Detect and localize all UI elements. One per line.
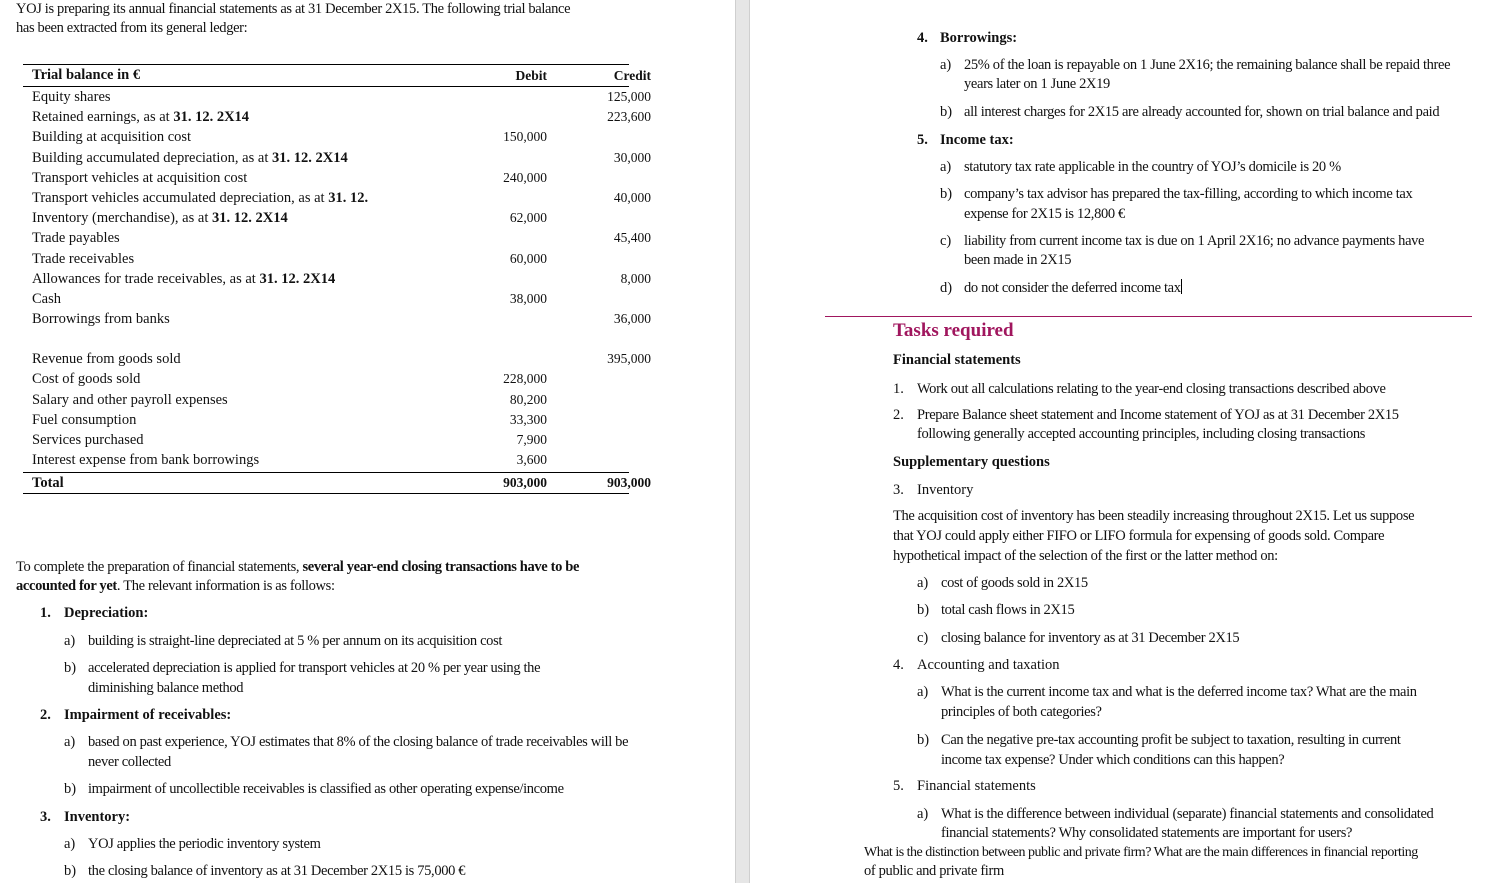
- q4a-letter: a): [917, 684, 929, 700]
- account-name-text: Borrowings from banks: [32, 311, 170, 328]
- account-name: [32, 188, 368, 208]
- account-name-text: Interest expense from bank borrowings: [32, 452, 260, 469]
- credit-value: 36,000: [613, 311, 651, 327]
- financial-statements-heading: Financial statements: [893, 352, 1021, 368]
- item-5c-letter: c): [940, 233, 952, 249]
- trial-balance-row: [23, 410, 629, 430]
- trial-balance-row: [23, 188, 651, 208]
- q5a-text-2: financial statements? Why consolidated statements are important for users?: [941, 825, 1353, 841]
- q5-number: 5.: [893, 778, 904, 794]
- item-5d-text: do not consider the deferred income tax: [964, 280, 1181, 296]
- item-5c-text-1: liability from current income tax is due on 1 April 2X16; no advance payments have: [964, 233, 1425, 249]
- task-1-number: 1.: [893, 381, 904, 397]
- q4b-letter: b): [917, 732, 930, 748]
- credit-value: 8,000: [620, 270, 651, 286]
- q4-title: Accounting and taxation: [917, 657, 1060, 673]
- q5a-text-1: What is the difference between individual (separate) financial statements and consolidated: [941, 806, 1434, 822]
- q3a-text: cost of goods sold in 2X15: [941, 575, 1088, 591]
- q3c-text: closing balance for inventory as at 31 December 2X15: [941, 630, 1240, 646]
- item-2a-text-2: never collected: [88, 754, 171, 770]
- account-name-text: Fuel consumption: [32, 411, 137, 428]
- q5-trailing-1: What is the distinction between public and private firm? What are the main differences in financial reporting: [864, 845, 1418, 860]
- task-2-text-1: Prepare Balance sheet statement and Income statement of YOJ as at 31 December 2X15: [917, 407, 1399, 423]
- q5-trailing-2: of public and private firm: [864, 863, 1004, 879]
- item-5d-letter: d): [940, 280, 953, 296]
- debit-value: 62,000: [509, 210, 547, 226]
- item-5a-text: statutory tax rate applicable in the country of YOJ’s domicile is 20 %: [964, 159, 1341, 175]
- account-name-text: Inventory (merchandise), as at: [32, 210, 212, 227]
- item-2a-letter: a): [64, 734, 76, 750]
- account-name-text: Building accumulated depreciation, as at: [32, 149, 272, 166]
- account-name: [32, 430, 144, 450]
- q3b-text: total cash flows in 2X15: [941, 602, 1075, 618]
- item-4-number: 4.: [917, 30, 928, 46]
- item-3b-letter: b): [64, 863, 77, 879]
- item-1-number: 1.: [40, 605, 51, 621]
- account-name: [32, 228, 120, 248]
- trial-balance-row: [23, 390, 629, 410]
- item-5a-letter: a): [940, 159, 952, 175]
- trial-balance-rows-income: [23, 349, 651, 470]
- credit-value: 395,000: [607, 351, 651, 367]
- account-date: 31. 12. 2X14: [211, 210, 288, 227]
- account-name: [32, 289, 61, 309]
- item-5b-text-1: company’s tax advisor has prepared the tax-filling, according to which income tax: [964, 186, 1413, 202]
- credit-value: 125,000: [607, 89, 651, 104]
- q3-title: Inventory: [917, 482, 974, 498]
- item-4a-text-2: years later on 1 June 2X19: [964, 76, 1110, 92]
- text-cursor: [1181, 279, 1182, 294]
- account-name: [32, 369, 140, 389]
- header-label: Trial balance in €: [32, 67, 141, 83]
- debit-value: 38,000: [509, 290, 547, 306]
- closing-intro-bold: several year-end closing transactions have to be: [302, 559, 580, 575]
- item-5-title: Income tax:: [940, 132, 1014, 148]
- section-divider: [825, 316, 1472, 317]
- item-1b-text-2: diminishing balance method: [88, 680, 244, 696]
- account-name: [32, 349, 181, 369]
- account-name-text: Services purchased: [32, 432, 144, 448]
- account-name: [32, 168, 247, 188]
- item-4b-text: all interest charges for 2X15 are already accounted for, shown on trial balance and paid: [964, 104, 1440, 120]
- trial-balance-row: [23, 208, 629, 228]
- trial-balance-row: [23, 269, 651, 289]
- trial-balance-row: [23, 369, 629, 389]
- credit-value: 30,000: [613, 149, 651, 165]
- credit-value: 40,000: [613, 189, 651, 205]
- item-2-title: Impairment of receivables:: [64, 707, 232, 723]
- q3-number: 3.: [893, 482, 904, 498]
- trial-balance-row: [23, 107, 651, 127]
- item-3a-text: YOJ applies the periodic inventory system: [88, 836, 321, 852]
- q4-number: 4.: [893, 657, 904, 673]
- trial-balance-header: [23, 64, 651, 87]
- item-5-number: 5.: [917, 132, 928, 148]
- closing-intro-bold-2: accounted for yet: [16, 578, 117, 594]
- item-4a-text-1: 25% of the loan is repayable on 1 June 2X16; the remaining balance shall be repaid three: [964, 57, 1451, 73]
- total-debit: 903,000: [503, 475, 547, 491]
- document-page-right: [750, 0, 1509, 883]
- supplementary-questions-heading: Supplementary questions: [893, 454, 1050, 470]
- account-name: [32, 249, 134, 269]
- debit-value: 33,300: [509, 411, 547, 427]
- q4b-text-2: income tax expense? Under which conditions can this happen?: [941, 752, 1285, 768]
- item-5d-line: [964, 279, 1182, 298]
- account-name-text: Revenue from goods sold: [32, 351, 181, 368]
- trial-balance-table: [23, 64, 651, 494]
- debit-value: 3,600: [516, 452, 547, 468]
- q3-para-1: The acquisition cost of inventory has been steadily increasing throughout 2X15. Let us suppose: [893, 508, 1415, 524]
- account-date: 31. 12. 2X14: [271, 149, 348, 166]
- q5-title: Financial statements: [917, 778, 1036, 794]
- account-date: 31. 12.: [328, 189, 369, 206]
- account-name: [32, 390, 228, 410]
- item-2-number: 2.: [40, 707, 51, 723]
- document-page-left: [0, 0, 735, 883]
- trial-balance-row: [23, 87, 651, 107]
- account-name-text: Trade receivables: [32, 250, 135, 267]
- tasks-required-heading: Tasks required: [893, 320, 1014, 341]
- account-name-text: Transport vehicles accumulated depreciation, as at: [32, 189, 329, 206]
- total-credit: 903,000: [607, 475, 651, 491]
- item-1-title: Depreciation:: [64, 605, 149, 621]
- item-4-title: Borrowings:: [940, 30, 1018, 46]
- trial-balance-row: [23, 249, 629, 269]
- trial-balance-row: [23, 430, 629, 450]
- trial-balance-total-row: [23, 472, 651, 494]
- item-1a-letter: a): [64, 633, 76, 649]
- credit-value: 223,600: [607, 109, 651, 125]
- q4a-text-2: principles of both categories?: [941, 704, 1102, 720]
- closing-intro-text: To complete the preparation of financial statements,: [16, 559, 303, 575]
- item-4b-letter: b): [940, 104, 953, 120]
- account-name-text: Allowances for trade receivables, as at: [32, 270, 260, 287]
- account-name-text: Trade payables: [32, 230, 120, 247]
- item-3-number: 3.: [40, 809, 51, 825]
- account-name-text: Cash: [32, 290, 61, 307]
- item-2a-text-1: based on past experience, YOJ estimates that 8% of the closing balance of trade receivables will be: [88, 734, 629, 750]
- debit-value: 7,900: [516, 432, 547, 447]
- trial-balance-row: [23, 127, 629, 147]
- item-3-title: Inventory:: [64, 809, 131, 825]
- account-name: [32, 87, 111, 107]
- item-4a-letter: a): [940, 57, 952, 73]
- trial-balance-row: [23, 349, 651, 369]
- account-name: [32, 148, 348, 168]
- item-5c-text-2: been made in 2X15: [964, 252, 1072, 268]
- header-credit: Credit: [613, 68, 651, 83]
- item-5b-text-2: expense for 2X15 is 12,800 €: [964, 206, 1125, 222]
- q4b-text-1: Can the negative pre-tax accounting profit be subject to taxation, resulting in current: [941, 732, 1401, 748]
- item-1b-letter: b): [64, 660, 77, 676]
- q3-para-2: that YOJ could apply either FIFO or LIFO formula for expensing of goods sold. Compare: [893, 528, 1385, 544]
- task-1-text: Work out all calculations relating to the year-end closing transactions described above: [917, 381, 1386, 397]
- item-5b-letter: b): [940, 186, 953, 202]
- q4a-text-1: What is the current income tax and what is the deferred income tax? What are the main: [941, 684, 1417, 700]
- total-label: Total: [32, 475, 64, 492]
- account-name: [32, 107, 249, 127]
- account-name: [32, 208, 288, 228]
- trial-balance-row: [23, 148, 651, 168]
- trial-balance-row: [23, 228, 651, 248]
- closing-intro-line-1: [16, 558, 579, 577]
- q3a-letter: a): [917, 575, 929, 591]
- debit-value: 60,000: [509, 250, 547, 266]
- account-name-text: Cost of goods sold: [32, 371, 141, 388]
- account-name-text: Building at acquisition cost: [32, 129, 192, 146]
- debit-value: 228,000: [503, 371, 547, 387]
- task-2-text-2: following generally accepted accounting principles, including closing transactions: [917, 426, 1366, 442]
- debit-value: 150,000: [503, 129, 547, 145]
- closing-intro-line-2: [16, 577, 335, 596]
- page-gutter: [735, 0, 750, 883]
- trial-balance-row: [23, 289, 629, 309]
- account-name: [32, 269, 335, 289]
- item-1b-text-1: accelerated depreciation is applied for transport vehicles at 20 % per year using the: [88, 660, 541, 676]
- account-name: [32, 309, 170, 329]
- q5a-letter: a): [917, 806, 929, 822]
- debit-value: 80,200: [509, 391, 547, 407]
- item-3b-text: the closing balance of inventory as at 31 December 2X15 is 75,000 €: [88, 863, 466, 879]
- q3b-letter: b): [917, 602, 930, 618]
- trial-balance-row: [23, 168, 629, 188]
- account-name-text: Transport vehicles at acquisition cost: [32, 169, 248, 186]
- account-date: 31. 12. 2X14: [259, 270, 336, 287]
- item-3a-letter: a): [64, 836, 76, 852]
- trial-balance-rows-balance: [23, 87, 651, 329]
- task-2-number: 2.: [893, 407, 904, 423]
- intro-line-2: has been extracted from its general ledger:: [16, 20, 248, 36]
- q3-para-3: hypothetical impact of the selection of the first or the latter method on:: [893, 548, 1278, 564]
- closing-intro-tail: . The relevant information is as follows:: [116, 578, 335, 594]
- account-name-text: Equity shares: [32, 89, 111, 105]
- credit-value: 45,400: [613, 230, 651, 246]
- account-name-text: Salary and other payroll expenses: [32, 391, 228, 408]
- account-name: [32, 410, 136, 430]
- item-2b-text: impairment of uncollectible receivables is classified as other operating expense/income: [88, 781, 564, 797]
- trial-balance-row: [23, 450, 629, 470]
- account-name: [32, 127, 191, 147]
- item-1a-text: building is straight-line depreciated at 5 % per annum on its acquisition cost: [88, 633, 503, 649]
- item-2b-letter: b): [64, 781, 77, 797]
- q3c-letter: c): [917, 630, 929, 646]
- trial-balance-row: [23, 309, 651, 329]
- account-name-text: Retained earnings, as at: [32, 109, 174, 126]
- header-debit: Debit: [515, 68, 547, 83]
- account-name: [32, 450, 259, 470]
- debit-value: 240,000: [503, 169, 547, 185]
- intro-line-1: YOJ is preparing its annual financial statements as at 31 December 2X15. The following trial balance: [16, 1, 571, 17]
- account-date: 31. 12. 2X14: [173, 109, 250, 126]
